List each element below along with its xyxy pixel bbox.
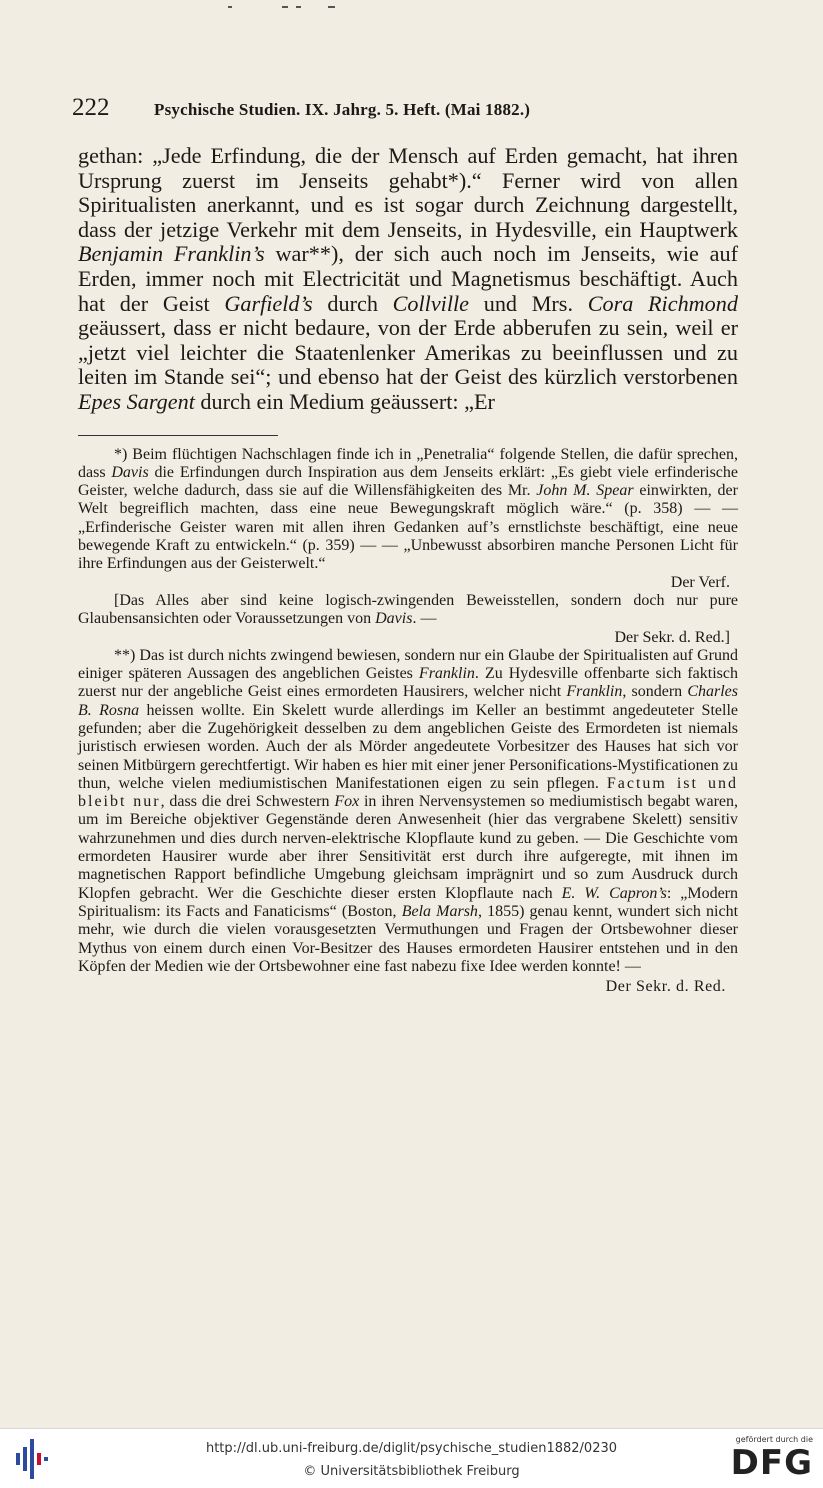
footnote-divider [78,435,278,436]
running-title: Psychische Studien. IX. Jahrg. 5. Heft. (Mai 1882.) [154,100,531,119]
page-number: 222 [72,94,110,121]
scanned-page [72,92,739,996]
dfg-logo: DFG [730,1443,813,1483]
viewer-footer [0,1428,823,1488]
footnotes [78,446,738,997]
permalink-url[interactable]: http://dl.ub.uni-freiburg.de/diglit/psychische_studien1882/0230 [205,1441,618,1456]
page-header [72,92,738,128]
editor-note: [Das Alles aber sind keine logisch-zwingenden Beweisstellen, sondern doch nur pure Glaubensansichten oder Voraussetzungen von Davis. — [78,591,738,628]
footnote-1-signature: Der Verf. [670,573,730,591]
main-paragraph: gethan: „Jede Erfindung, die der Mensch auf Erden gemacht, hat ihren Ursprung zuerst im Jenseits gehabt*).“ Ferner wird von allen Spiritualisten anerkannt, und es ist sogar durch Zeichnung dargestellt, dass der jetzige Verkehr mit dem Jenseits, in Hydesville, ein Hauptwerk Benjamin Franklin’s war**), der sich auch noch im Jenseits, wie auf Erden, immer noch mit Electricität und Magnetismus beschäftigt. Auch hat der Geist Garfield’s durch Collville und Mrs. Cora Richmond geäussert, dass er nicht bedaure, von der Erde abberufen zu sein, weil er „jetzt viel leichter die Staatenlenker Amerikas zu beeinflussen und zu leiten im Stande sei“; und ebenso hat der Geist des kürzlich verstorbenen Epes Sargent durch ein Medium geäussert: „Er [78,143,739,414]
footnote-2: **) Das ist durch nichts zwingend bewiesen, sondern nur ein Glaube der Spiritualisten auf Grund einiger späteren Aussagen des angeblichen Geistes Franklin. Zu Hydesville offenbarte sich faktisch zuerst nur der angebliche Geist eines ermordeten Hausirers, welcher nicht Franklin, sondern Charles B. Rosna heissen wollte. Ein Skelett wurde allerdings im Keller an bestimmt angedeuteter Stelle gefunden; aber die Zugehörigkeit desselben zu dem angeblichen Geiste des Ermordeten ist niemals juristisch erwiesen worden. Auch der als Mörder angedeutete Vorbesitzer des Hauses hat sich vor seinen Mitbürgern gerechtfertigt. Wir haben es hier mit einer jener Personifications-Mystificationen zu thun, welche vielen mediumistischen Manifestationen eigen zu sein pflegen. Factum ist und bleibt nur, dass die drei Schwestern Fox in ihren Nervensystemen so mediumistisch begabt waren, um im Bereiche objektiver Gegenstände deren Anwesenheit (hier das vergrabene Skelett) sensitiv wahrzunehmen und dies durch nerven-elektrische Klopflaute kund zu geben. — Die Geschichte vom ermordeten Hausirer wurde aber ihrer Sensitivität erst durch ihre aufgeregte, mit ihnen im magnetischen Rapport befindliche Umgebung gleichsam imprägnirt und so zum Ausdruck durch Klopfen gebracht. Wer die Geschichte dieser ersten Klopflaute nach E. W. Capron’s: „Modern Spiritualism: its Facts and Fanaticisms“ (Boston, Bela Marsh, 1855) genau kennt, wundert sich nicht mehr, wie durch die vielen vorausgesetzten Vermuthungen und Fragen der Ortsbewohner dieser Mythus von einem durch einen Vor-Besitzer des Hauses ermordeten Hausirer entstehen und in den Köpfen der Medien wie der Ortsbewohner eine fast nabezu fixe Idee werden konnte! — [78,646,739,975]
footnote-1: *) Beim flüchtigen Nachschlagen finde ich in „Penetralia“ folgende Stellen, die dafür sprechen, dass Davis die Erfindungen durch Inspiration aus dem Jenseits erklärt: „Es giebt viele erfinderische Geister, welche dadurch, dass sie auf die Willensfähigkeiten des Mr. John M. Spear einwirkten, der Welt begreiflich machten, dass eine neue Bewegungskraft möglich wäre.“ (p. 358) — — „Erfinderische Geister waren mit allen ihren Gedanken auf’s ernstlichste beschäftigt, eine neue bewegende Kraft zu entwickeln.“ (p. 359) — — „Unbewusst absorbiren manche Personen Licht für ihre Erfindungen aus der Geisterwelt.“ [78,445,739,573]
editor-note-signature: Der Sekr. d. Red.] [614,628,730,646]
dfg-tagline: gefördert durch die [735,1435,813,1444]
scan-artifact-marks [220,2,340,12]
footnote-2-signature: Der Sekr. d. Red. [605,978,726,996]
copyright-text: © Universitätsbibliothek Freiburg [303,1464,520,1479]
main-text [78,144,738,415]
